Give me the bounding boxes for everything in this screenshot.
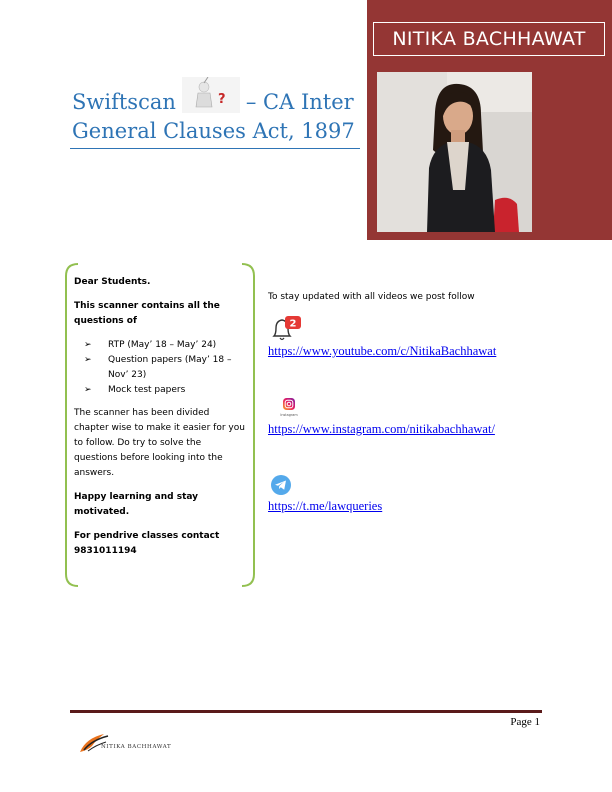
footer-rule bbox=[70, 710, 542, 713]
greeting: Dear Students. bbox=[74, 277, 151, 287]
instagram-link[interactable]: https://www.instagram.com/nitikabachhawat/ bbox=[268, 422, 495, 436]
author-portrait-image bbox=[377, 72, 532, 232]
scanner-line: This scanner contains all the questions of bbox=[74, 301, 220, 326]
title-part-2: – CA Inter bbox=[245, 90, 354, 114]
title-line-2: General Clauses Act, 1897 bbox=[72, 119, 355, 143]
youtube-link[interactable]: https://www.youtube.com/c/NitikaBachhawat bbox=[268, 344, 497, 358]
contact-number: 9831011194 bbox=[74, 546, 137, 556]
description: The scanner has been divided chapter wise to make it easier for you to follow. Do try to solve the questions before looking into the answers. bbox=[74, 408, 245, 478]
telegram-icon[interactable] bbox=[270, 474, 292, 501]
instagram-caption: Instagram bbox=[280, 413, 298, 417]
notification-count: 2 bbox=[289, 318, 297, 330]
author-name-box bbox=[373, 22, 605, 56]
svg-text:?: ? bbox=[217, 91, 226, 107]
author-photo bbox=[377, 72, 532, 232]
title-part-1: Swiftscan bbox=[72, 90, 176, 114]
contact-label: For pendrive classes contact bbox=[74, 531, 220, 541]
list-item: ➢ Question papers (May’ 18 – Nov’ 23) bbox=[84, 353, 246, 383]
brand-logo-icon bbox=[78, 730, 188, 756]
author-name: NITIKA BACHHAWAT bbox=[392, 28, 586, 50]
document-title bbox=[72, 88, 362, 146]
bell-notification-icon bbox=[270, 316, 304, 347]
title-underline bbox=[70, 148, 360, 149]
follow-intro: To stay updated with all videos we post follow bbox=[268, 292, 475, 302]
instagram-icon[interactable] bbox=[278, 398, 300, 423]
list-item: ➢ Mock test papers bbox=[84, 383, 246, 398]
page-number: Page 1 bbox=[510, 716, 540, 728]
intro-text bbox=[74, 275, 246, 559]
brand-logo-text: NITIKA BACHHAWAT bbox=[101, 744, 172, 750]
closing-line: Happy learning and stay motivated. bbox=[74, 492, 199, 517]
list-item: ➢ RTP (May’ 18 – May’ 24) bbox=[84, 338, 246, 353]
source-list bbox=[74, 338, 246, 398]
telegram-link[interactable]: https://t.me/lawqueries bbox=[268, 499, 383, 513]
question-figure-icon bbox=[182, 77, 240, 113]
intro-box bbox=[62, 262, 258, 588]
